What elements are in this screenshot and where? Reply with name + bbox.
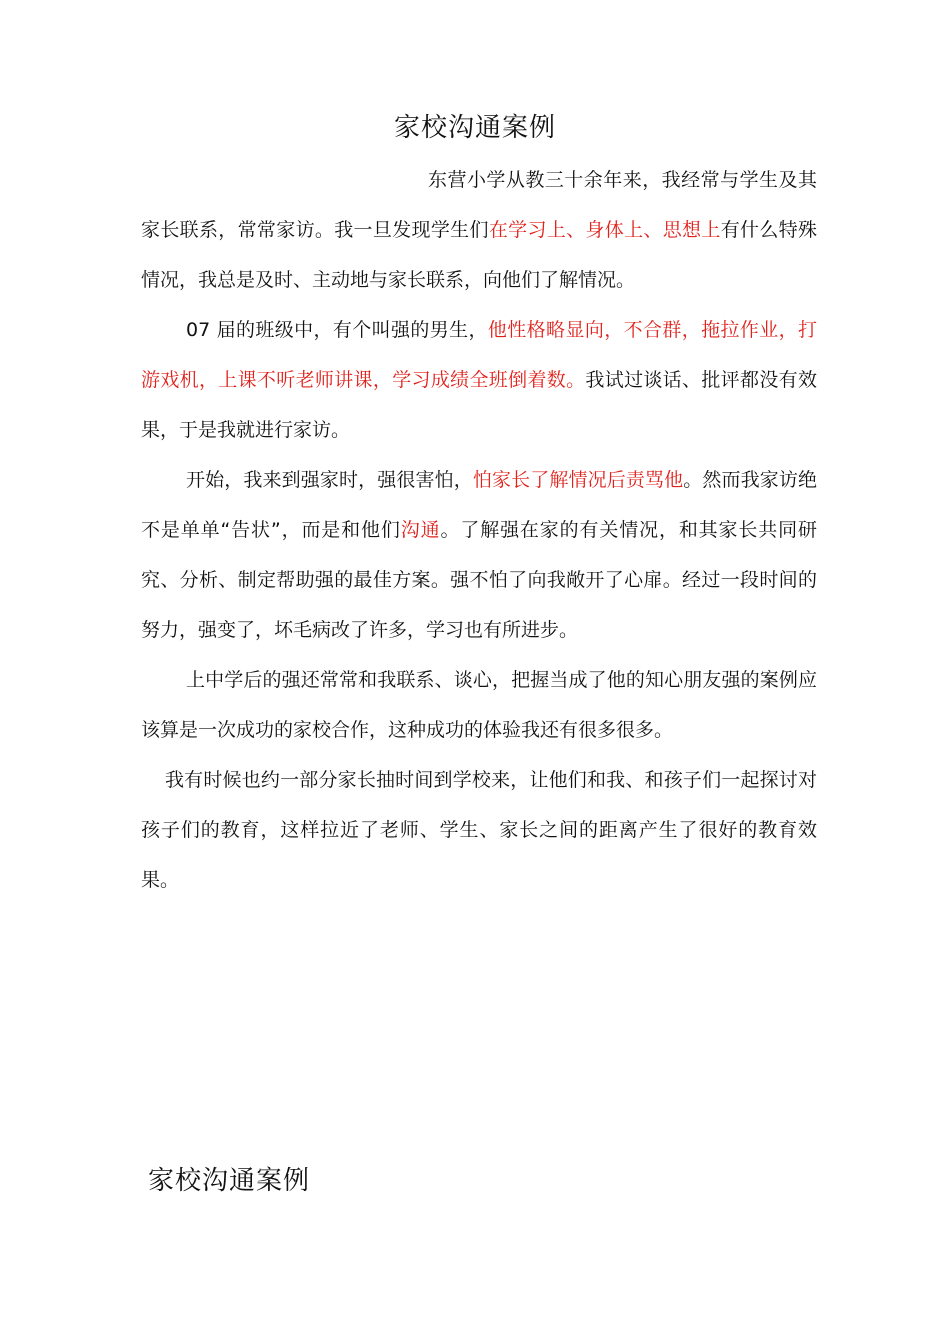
- paragraph-3-run-5: 。了解强在家的有关情况，和其家长共同研究、分析、制定帮助强的最佳方案。强不怕了向我敞开了心扉。经过一段时间的努力，强变了，坏毛病改了许多，学习也有所进步。: [141, 519, 817, 641]
- paragraph-4: [141, 655, 817, 755]
- document-title: 家校沟通案例: [393, 113, 556, 143]
- paragraph-1-run-3: 有什么特殊情况，我总是及时、主动地与家长联系，向他们了解情况。: [141, 219, 817, 291]
- paragraph-2: [141, 305, 817, 455]
- paragraph-3-highlight-2: 沟通: [400, 519, 441, 541]
- paragraph-1-highlight: 在学习上、身体上、思想上: [488, 219, 721, 241]
- paragraph-2-run-1: 07 届的班级中，有个叫强的男生，: [186, 319, 488, 341]
- paragraph-5-run-1: 我有时候也约一部分家长抽时间到学校来，让他们和我、和孩子们一起探讨对孩子们的教育，这样拉近了老师、学生、家长之间的距离产生了很好的教育效果。: [141, 769, 817, 891]
- paragraph-3-highlight-1: 怕家长了解情况后责骂他: [472, 469, 684, 491]
- paragraph-2-highlight: 他性格略显向，不合群，拖拉作业，打游戏机，上课不听老师讲课，学习成绩全班倒着数。: [141, 319, 817, 391]
- paragraph-1: [141, 155, 817, 305]
- paragraph-1-run-1: 东营小学从教三十余年来，我经常与学生及其家长联系，常常家访。我一旦发现学生们: [141, 169, 817, 241]
- paragraph-3: [141, 455, 817, 655]
- next-page-title: 家校沟通案例: [148, 1166, 311, 1196]
- paragraph-2-run-3: 我试过谈话、批评都没有效果，于是我就进行家访。: [141, 369, 817, 441]
- paragraph-3-run-1: 开始，我来到强家时，强很害怕，: [186, 469, 473, 491]
- document-body: [141, 155, 817, 905]
- paragraph-4-run-1: 上中学后的强还常常和我联系、谈心，把握当成了他的知心朋友强的案例应该算是一次成功的家校合作，这种成功的体验我还有很多很多。: [141, 669, 817, 741]
- paragraph-3-run-3: 。然而我家访绝不是单单“告状”，而是和他们: [141, 469, 817, 541]
- paragraph-5: [141, 755, 817, 905]
